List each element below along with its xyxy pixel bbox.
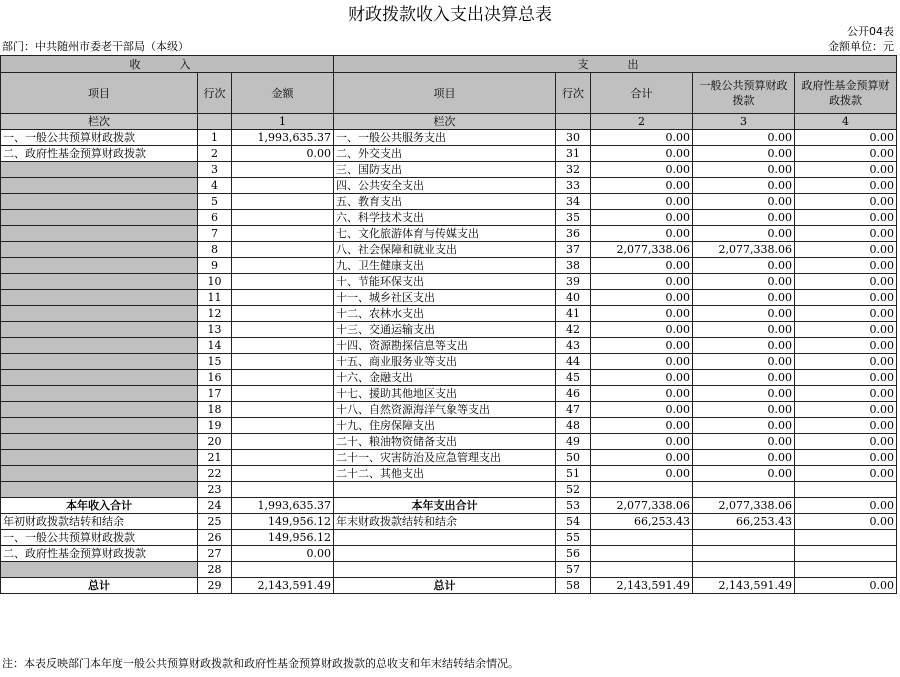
expense-general-budget: 0.00 <box>693 210 795 226</box>
expense-gov-fund: 0.00 <box>795 274 897 290</box>
expense-row-no: 39 <box>556 274 591 290</box>
expense-gov-fund: 0.00 <box>795 242 897 258</box>
table-row <box>1 466 897 482</box>
table-row <box>1 482 897 498</box>
expense-row-no: 52 <box>556 482 591 498</box>
lanci-row <box>1 114 897 130</box>
table-row <box>1 146 897 162</box>
income-amount <box>232 354 334 370</box>
expense-total <box>591 482 693 498</box>
expense-item: 五、教育支出 <box>334 194 556 210</box>
expense-row-no: 53 <box>556 498 591 514</box>
expense-general-budget: 2,143,591.49 <box>693 578 795 594</box>
expense-general-budget: 0.00 <box>693 370 795 386</box>
table-row <box>1 418 897 434</box>
lanci-label-income: 栏次 <box>1 114 198 130</box>
income-item <box>1 162 198 178</box>
expense-total: 0.00 <box>591 386 693 402</box>
table-row <box>1 210 897 226</box>
expense-total: 0.00 <box>591 130 693 146</box>
expense-gov-fund: 0.00 <box>795 162 897 178</box>
income-row-no: 8 <box>198 242 232 258</box>
income-amount <box>232 290 334 306</box>
expense-gov-fund: 0.00 <box>795 578 897 594</box>
lanci-fund: 4 <box>795 114 897 130</box>
income-amount <box>232 210 334 226</box>
expense-total: 0.00 <box>591 162 693 178</box>
expense-item: 八、社会保障和就业支出 <box>334 242 556 258</box>
income-amount: 2,143,591.49 <box>232 578 334 594</box>
expense-gov-fund: 0.00 <box>795 322 897 338</box>
expense-general-budget: 0.00 <box>693 418 795 434</box>
expense-total: 0.00 <box>591 210 693 226</box>
expense-gov-fund: 0.00 <box>795 178 897 194</box>
income-row-no: 20 <box>198 434 232 450</box>
income-row-no: 3 <box>198 162 232 178</box>
expense-general-budget: 0.00 <box>693 434 795 450</box>
header-gov-fund: 政府性基金预算财政拨款 <box>795 73 897 114</box>
expense-gov-fund: 0.00 <box>795 370 897 386</box>
lanci-amount: 1 <box>232 114 334 130</box>
income-item: 二、政府性基金预算财政拨款 <box>1 146 198 162</box>
expense-item: 十七、援助其他地区支出 <box>334 386 556 402</box>
income-row-no: 1 <box>198 130 232 146</box>
expense-total: 0.00 <box>591 434 693 450</box>
header-general-budget: 一般公共预算财政拨款 <box>693 73 795 114</box>
expense-total <box>591 546 693 562</box>
expense-item <box>334 562 556 578</box>
expense-item: 十一、城乡社区支出 <box>334 290 556 306</box>
expense-gov-fund <box>795 546 897 562</box>
expense-total: 0.00 <box>591 466 693 482</box>
income-row-no: 10 <box>198 274 232 290</box>
income-item <box>1 274 198 290</box>
header-expense-item: 项目 <box>334 73 556 114</box>
form-code: 公开04表 <box>847 25 894 38</box>
income-row-no: 17 <box>198 386 232 402</box>
expense-item: 一、一般公共服务支出 <box>334 130 556 146</box>
income-row-no: 18 <box>198 402 232 418</box>
income-row-no: 11 <box>198 290 232 306</box>
expense-item: 二十、粮油物资储备支出 <box>334 434 556 450</box>
table-row <box>1 290 897 306</box>
expense-row-no: 54 <box>556 514 591 530</box>
table-row <box>1 178 897 194</box>
header-total: 合计 <box>591 73 693 114</box>
income-amount: 0.00 <box>232 546 334 562</box>
expense-row-no: 49 <box>556 434 591 450</box>
expense-row-no: 34 <box>556 194 591 210</box>
income-item <box>1 370 198 386</box>
income-amount <box>232 226 334 242</box>
expense-row-no: 43 <box>556 338 591 354</box>
income-row-no: 28 <box>198 562 232 578</box>
column-header-row <box>1 73 897 114</box>
expense-row-no: 37 <box>556 242 591 258</box>
header-amount: 金额 <box>232 73 334 114</box>
income-item <box>1 210 198 226</box>
income-item: 总计 <box>1 578 198 594</box>
income-item: 二、政府性基金预算财政拨款 <box>1 546 198 562</box>
expense-gov-fund: 0.00 <box>795 466 897 482</box>
table-row <box>1 370 897 386</box>
expense-row-no: 33 <box>556 178 591 194</box>
table-row <box>1 194 897 210</box>
expense-item: 九、卫生健康支出 <box>334 258 556 274</box>
expense-total: 2,077,338.06 <box>591 242 693 258</box>
expense-gov-fund: 0.00 <box>795 450 897 466</box>
income-row-no: 6 <box>198 210 232 226</box>
lanci-blank <box>556 114 591 130</box>
expense-general-budget: 66,253.43 <box>693 514 795 530</box>
income-amount <box>232 274 334 290</box>
expense-general-budget: 0.00 <box>693 338 795 354</box>
expense-general-budget: 0.00 <box>693 162 795 178</box>
expense-item: 六、科学技术支出 <box>334 210 556 226</box>
expense-general-budget: 0.00 <box>693 386 795 402</box>
expense-gov-fund: 0.00 <box>795 146 897 162</box>
expense-gov-fund: 0.00 <box>795 514 897 530</box>
summary-row <box>1 530 897 546</box>
income-row-no: 21 <box>198 450 232 466</box>
expense-general-budget: 0.00 <box>693 178 795 194</box>
expense-row-no: 35 <box>556 210 591 226</box>
expense-row-no: 44 <box>556 354 591 370</box>
income-item <box>1 258 198 274</box>
table-row <box>1 434 897 450</box>
expense-total: 0.00 <box>591 338 693 354</box>
expense-general-budget: 2,077,338.06 <box>693 498 795 514</box>
income-row-no: 13 <box>198 322 232 338</box>
expense-gov-fund: 0.00 <box>795 226 897 242</box>
expense-item: 十三、交通运输支出 <box>334 322 556 338</box>
income-item <box>1 306 198 322</box>
expense-item: 三、国防支出 <box>334 162 556 178</box>
expense-general-budget: 0.00 <box>693 194 795 210</box>
footnote: 注：本表反映部门本年度一般公共预算财政拨款和政府性基金预算财政拨款的总收支和年末结转结余情况。 <box>2 657 519 670</box>
expense-total: 0.00 <box>591 306 693 322</box>
income-item <box>1 194 198 210</box>
expense-general-budget <box>693 546 795 562</box>
expense-item <box>334 482 556 498</box>
table-row <box>1 386 897 402</box>
expense-general-budget: 0.00 <box>693 466 795 482</box>
income-row-no: 29 <box>198 578 232 594</box>
expense-item: 二十一、灾害防治及应急管理支出 <box>334 450 556 466</box>
lanci-total: 2 <box>591 114 693 130</box>
expense-general-budget: 0.00 <box>693 146 795 162</box>
expense-row-no: 50 <box>556 450 591 466</box>
expense-gov-fund: 0.00 <box>795 130 897 146</box>
expense-row-no: 32 <box>556 162 591 178</box>
income-amount <box>232 482 334 498</box>
expense-item: 十四、资源勘探信息等支出 <box>334 338 556 354</box>
expense-gov-fund <box>795 482 897 498</box>
summary-row <box>1 562 897 578</box>
income-row-no: 5 <box>198 194 232 210</box>
table-row <box>1 450 897 466</box>
expense-row-no: 36 <box>556 226 591 242</box>
income-item <box>1 226 198 242</box>
expense-total: 0.00 <box>591 274 693 290</box>
table-row <box>1 130 897 146</box>
table-row <box>1 162 897 178</box>
income-row-no: 16 <box>198 370 232 386</box>
income-row-no: 25 <box>198 514 232 530</box>
expense-gov-fund <box>795 530 897 546</box>
expense-gov-fund: 0.00 <box>795 210 897 226</box>
income-amount <box>232 386 334 402</box>
expense-gov-fund: 0.00 <box>795 354 897 370</box>
header-income-item: 项目 <box>1 73 198 114</box>
income-amount <box>232 434 334 450</box>
expense-total: 66,253.43 <box>591 514 693 530</box>
summary-row <box>1 514 897 530</box>
expense-total: 0.00 <box>591 290 693 306</box>
summary-row <box>1 498 897 514</box>
expense-item: 四、公共安全支出 <box>334 178 556 194</box>
summary-row <box>1 546 897 562</box>
table-row <box>1 242 897 258</box>
expense-item: 七、文化旅游体育与传媒支出 <box>334 226 556 242</box>
expense-total: 0.00 <box>591 226 693 242</box>
expense-row-no: 31 <box>556 146 591 162</box>
expense-gov-fund: 0.00 <box>795 498 897 514</box>
expense-row-no: 45 <box>556 370 591 386</box>
income-amount <box>232 370 334 386</box>
expense-general-budget <box>693 482 795 498</box>
expense-item: 十、节能环保支出 <box>334 274 556 290</box>
expense-row-no: 41 <box>556 306 591 322</box>
income-row-no: 22 <box>198 466 232 482</box>
expense-general-budget: 0.00 <box>693 354 795 370</box>
income-amount <box>232 194 334 210</box>
expense-item: 二十二、其他支出 <box>334 466 556 482</box>
income-amount <box>232 162 334 178</box>
expense-row-no: 58 <box>556 578 591 594</box>
income-item <box>1 434 198 450</box>
expense-gov-fund: 0.00 <box>795 258 897 274</box>
expense-total: 0.00 <box>591 194 693 210</box>
expense-gov-fund: 0.00 <box>795 194 897 210</box>
expense-item: 年末财政拨款结转和结余 <box>334 514 556 530</box>
expense-general-budget: 0.00 <box>693 258 795 274</box>
income-item <box>1 290 198 306</box>
expense-gov-fund: 0.00 <box>795 306 897 322</box>
expense-row-no: 47 <box>556 402 591 418</box>
expense-total: 0.00 <box>591 258 693 274</box>
expense-total: 0.00 <box>591 402 693 418</box>
expense-item: 本年支出合计 <box>334 498 556 514</box>
expense-gov-fund: 0.00 <box>795 338 897 354</box>
income-amount <box>232 466 334 482</box>
income-row-no: 26 <box>198 530 232 546</box>
income-row-no: 7 <box>198 226 232 242</box>
expense-row-no: 38 <box>556 258 591 274</box>
expense-item: 十九、住房保障支出 <box>334 418 556 434</box>
expense-total <box>591 562 693 578</box>
expense-item: 总计 <box>334 578 556 594</box>
income-item <box>1 562 198 578</box>
section-header-row <box>1 56 897 73</box>
expense-item: 十六、金融支出 <box>334 370 556 386</box>
section-expense: 支 出 <box>334 56 897 73</box>
expense-gov-fund: 0.00 <box>795 290 897 306</box>
expense-gov-fund: 0.00 <box>795 434 897 450</box>
income-item <box>1 466 198 482</box>
expense-total: 0.00 <box>591 370 693 386</box>
income-item: 一、一般公共预算财政拨款 <box>1 130 198 146</box>
table-row <box>1 402 897 418</box>
report-title: 财政拨款收入支出决算总表 <box>348 5 552 25</box>
expense-total <box>591 530 693 546</box>
expense-total: 2,077,338.06 <box>591 498 693 514</box>
income-item <box>1 450 198 466</box>
income-amount <box>232 242 334 258</box>
unit-label: 金额单位：元 <box>828 40 894 53</box>
income-amount <box>232 178 334 194</box>
expense-row-no: 57 <box>556 562 591 578</box>
income-row-no: 19 <box>198 418 232 434</box>
income-item <box>1 482 198 498</box>
expense-item: 十八、自然资源海洋气象等支出 <box>334 402 556 418</box>
expense-general-budget <box>693 530 795 546</box>
expense-gov-fund: 0.00 <box>795 418 897 434</box>
budget-table <box>0 55 897 594</box>
expense-total: 0.00 <box>591 418 693 434</box>
income-amount: 1,993,635.37 <box>232 130 334 146</box>
expense-general-budget: 0.00 <box>693 290 795 306</box>
expense-row-no: 51 <box>556 466 591 482</box>
expense-general-budget: 0.00 <box>693 402 795 418</box>
income-item: 一、一般公共预算财政拨款 <box>1 530 198 546</box>
income-amount <box>232 450 334 466</box>
department-label: 部门：中共随州市委老干部局（本级） <box>2 40 189 53</box>
lanci-blank <box>198 114 232 130</box>
table-row <box>1 338 897 354</box>
expense-item: 十二、农林水支出 <box>334 306 556 322</box>
table-row <box>1 258 897 274</box>
income-amount <box>232 338 334 354</box>
income-amount <box>232 418 334 434</box>
income-row-no: 15 <box>198 354 232 370</box>
expense-general-budget: 0.00 <box>693 322 795 338</box>
income-row-no: 24 <box>198 498 232 514</box>
income-row-no: 2 <box>198 146 232 162</box>
income-row-no: 23 <box>198 482 232 498</box>
expense-general-budget: 0.00 <box>693 450 795 466</box>
expense-general-budget: 0.00 <box>693 130 795 146</box>
expense-gov-fund: 0.00 <box>795 386 897 402</box>
expense-gov-fund: 0.00 <box>795 402 897 418</box>
income-item: 年初财政拨款结转和结余 <box>1 514 198 530</box>
income-amount: 1,993,635.37 <box>232 498 334 514</box>
expense-total: 2,143,591.49 <box>591 578 693 594</box>
expense-total: 0.00 <box>591 178 693 194</box>
expense-total: 0.00 <box>591 354 693 370</box>
income-row-no: 12 <box>198 306 232 322</box>
expense-item <box>334 546 556 562</box>
income-row-no: 9 <box>198 258 232 274</box>
income-amount <box>232 402 334 418</box>
income-amount: 0.00 <box>232 146 334 162</box>
expense-row-no: 42 <box>556 322 591 338</box>
income-row-no: 27 <box>198 546 232 562</box>
expense-total: 0.00 <box>591 322 693 338</box>
income-amount <box>232 258 334 274</box>
lanci-general: 3 <box>693 114 795 130</box>
expense-row-no: 56 <box>556 546 591 562</box>
expense-row-no: 48 <box>556 418 591 434</box>
expense-general-budget: 0.00 <box>693 226 795 242</box>
income-item <box>1 354 198 370</box>
header-expense-row-no: 行次 <box>556 73 591 114</box>
expense-row-no: 46 <box>556 386 591 402</box>
expense-item: 二、外交支出 <box>334 146 556 162</box>
expense-general-budget: 2,077,338.06 <box>693 242 795 258</box>
expense-item: 十五、商业服务业等支出 <box>334 354 556 370</box>
section-income: 收 入 <box>1 56 334 73</box>
income-amount <box>232 322 334 338</box>
expense-row-no: 40 <box>556 290 591 306</box>
income-amount: 149,956.12 <box>232 530 334 546</box>
lanci-label-expense: 栏次 <box>334 114 556 130</box>
expense-gov-fund <box>795 562 897 578</box>
summary-row <box>1 578 897 594</box>
expense-item <box>334 530 556 546</box>
table-row <box>1 306 897 322</box>
income-item <box>1 322 198 338</box>
table-row <box>1 274 897 290</box>
income-amount <box>232 306 334 322</box>
income-row-no: 14 <box>198 338 232 354</box>
income-amount: 149,956.12 <box>232 514 334 530</box>
income-item: 本年收入合计 <box>1 498 198 514</box>
income-item <box>1 386 198 402</box>
expense-row-no: 30 <box>556 130 591 146</box>
income-item <box>1 178 198 194</box>
expense-total: 0.00 <box>591 146 693 162</box>
table-row <box>1 226 897 242</box>
expense-general-budget: 0.00 <box>693 306 795 322</box>
table-row <box>1 322 897 338</box>
income-item <box>1 338 198 354</box>
expense-total: 0.00 <box>591 450 693 466</box>
income-row-no: 4 <box>198 178 232 194</box>
income-item <box>1 418 198 434</box>
income-amount <box>232 562 334 578</box>
expense-general-budget <box>693 562 795 578</box>
expense-general-budget: 0.00 <box>693 274 795 290</box>
income-item <box>1 402 198 418</box>
table-row <box>1 354 897 370</box>
expense-row-no: 55 <box>556 530 591 546</box>
header-income-row-no: 行次 <box>198 73 232 114</box>
income-item <box>1 242 198 258</box>
